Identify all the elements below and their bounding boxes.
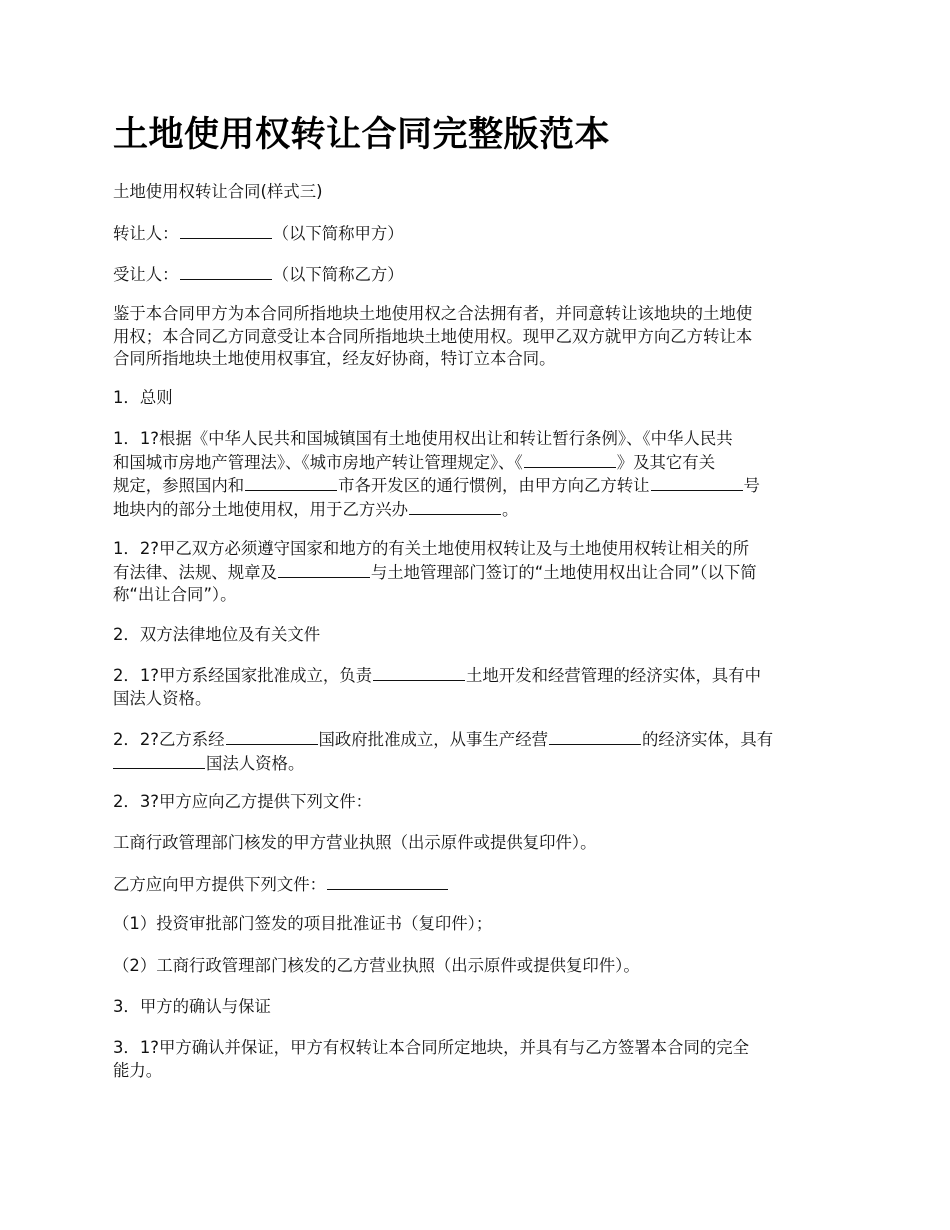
fill-blank bbox=[113, 752, 205, 769]
preamble-line: 合同所指地块土地使用权事宜，经友好协商，特订立本合同。 bbox=[113, 349, 556, 369]
clause-1-1-line1: 1．1?根据《中华人民共和国城镇国有土地使用权出让和转让暂行条例》、《中华人民共 bbox=[113, 429, 733, 448]
fill-blank bbox=[524, 451, 616, 468]
fill-blank bbox=[226, 728, 318, 745]
preamble-line: 鉴于本合同甲方为本合同所指地块土地使用权之合法拥有者，并同意转让该地块的土地使 bbox=[113, 304, 753, 323]
transferor-note: （以下简称甲方） bbox=[272, 224, 404, 243]
clause-1-2-line2 bbox=[113, 561, 841, 585]
clause-1-1-line2 bbox=[113, 451, 841, 475]
clause-2-3: 2．3?甲方应向乙方提供下列文件： bbox=[113, 792, 373, 811]
clause-1-1-line3 bbox=[113, 474, 841, 498]
section-3-heading: 3．甲方的确认与保证 bbox=[113, 997, 271, 1016]
transferor-blank bbox=[180, 222, 272, 239]
clause-2-2 bbox=[113, 728, 841, 775]
fill-blank bbox=[278, 561, 370, 578]
section-2-heading: 2．双方法律地位及有关文件 bbox=[113, 625, 321, 644]
clause-2-2-line2 bbox=[113, 752, 841, 776]
clause-2-1 bbox=[113, 664, 841, 710]
document-list-b bbox=[113, 873, 841, 897]
clause-1-2-line3: 称“出让合同”）。 bbox=[113, 585, 237, 605]
clause-text: 国法人资格。 bbox=[206, 753, 305, 773]
clause-3-1-line1: 3．1?甲方确认并保证，甲方有权转让本合同所定地块，并具有与乙方签署本合同的完全 bbox=[113, 1038, 750, 1057]
list-item: （1）投资审批部门签发的项目批准证书（复印件）； bbox=[113, 914, 493, 933]
preamble-paragraph bbox=[113, 303, 841, 371]
transferee-blank bbox=[180, 263, 272, 280]
clause-text: 和国城市房地产管理法》、《城市房地产转让管理规定》、《 bbox=[113, 452, 523, 472]
transferee-note: （以下简称乙方） bbox=[272, 265, 404, 284]
clause-text: 。 bbox=[502, 499, 519, 519]
clause-text: 的经济实体，具有 bbox=[641, 730, 774, 749]
clause-text: 2．1?甲方系经国家批准成立，负责 bbox=[113, 666, 373, 685]
clause-3-1-line2: 能力。 bbox=[113, 1060, 163, 1080]
list-item: （2）工商行政管理部门核发的乙方营业执照（出示原件或提供复印件）。 bbox=[113, 956, 640, 975]
transferor-label: 转让人： bbox=[113, 224, 179, 243]
clause-text: 与土地管理部门签订的“土地使用权出让合同”（以下简 bbox=[370, 562, 757, 582]
clause-1-2-line1: 1．2?甲乙双方必须遵守国家和地方的有关土地使用权转让及与土地使用权转让相关的所 bbox=[113, 539, 750, 558]
clause-text: 2．2?乙方系经 bbox=[113, 730, 225, 749]
fill-blank bbox=[327, 873, 448, 890]
clause-2-2-line1 bbox=[113, 728, 841, 752]
clause-text: 规定，参照国内和 bbox=[113, 476, 245, 496]
fill-blank bbox=[651, 474, 743, 491]
section-1-heading: 1．总则 bbox=[113, 388, 173, 407]
preamble-line: 用权；本合同乙方同意受让本合同所指地块土地使用权。现甲乙双方就甲方向乙方转让本 bbox=[113, 326, 753, 346]
document-list-a: 工商行政管理部门核发的甲方营业执照（出示原件或提供复印件）。 bbox=[113, 833, 597, 852]
clause-1-1-line4 bbox=[113, 498, 841, 522]
clause-1-2 bbox=[113, 538, 841, 607]
clause-2-1-line1 bbox=[113, 664, 841, 688]
fill-blank bbox=[373, 664, 465, 681]
clause-text: 乙方应向甲方提供下列文件： bbox=[113, 875, 327, 894]
clause-2-1-line2: 国法人资格。 bbox=[113, 688, 212, 708]
clause-3-1 bbox=[113, 1037, 841, 1082]
fill-blank bbox=[245, 474, 337, 491]
clause-1-1 bbox=[113, 428, 841, 521]
fill-blank bbox=[409, 498, 501, 515]
subtitle: 土地使用权转让合同(样式三) bbox=[113, 182, 323, 201]
transferee-label: 受让人： bbox=[113, 265, 179, 284]
clause-text: 国政府批准成立，从事生产经营 bbox=[318, 730, 548, 749]
clause-text: 》及其它有关 bbox=[616, 452, 716, 472]
clause-text: 市各开发区的通行惯例，由甲方向乙方转让 bbox=[338, 476, 650, 496]
document-title: 土地使用权转让合同完整版范本 bbox=[113, 115, 611, 155]
clause-text: 号 bbox=[743, 476, 760, 496]
clause-text: 土地开发和经营管理的经济实体，具有中 bbox=[466, 666, 762, 685]
transferee-line bbox=[113, 263, 841, 287]
clause-text: 有法律、法规、规章及 bbox=[113, 562, 277, 582]
fill-blank bbox=[549, 728, 641, 745]
clause-text: 地块内的部分土地使用权，用于乙方兴办 bbox=[113, 499, 409, 519]
transferor-line bbox=[113, 222, 841, 246]
